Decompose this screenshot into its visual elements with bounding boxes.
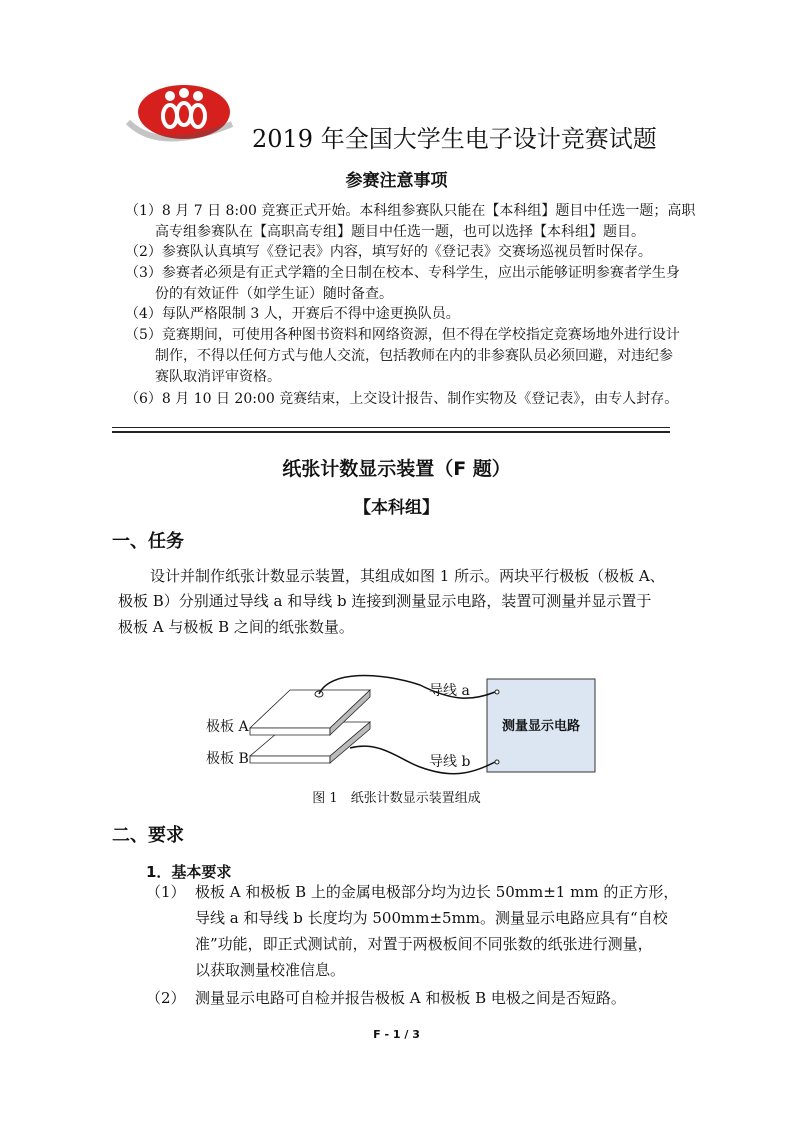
group-label: 【本科组】 — [354, 498, 439, 518]
subsection-heading: 1．基本要求 — [146, 863, 232, 881]
requirement-line: 以获取测量校准信息。 — [195, 961, 346, 979]
divider — [112, 427, 670, 428]
wire-b-label: 导线 b — [429, 754, 471, 770]
notice-line: （2）参赛队认真填写《登记表》内容，填写好的《登记表》交赛场巡视员暂时保存。 — [125, 244, 652, 260]
notice-line: 高专组参赛队在【高职高专组】题目中任选一题，也可以选择【本科组】题目。 — [155, 224, 645, 240]
page-title: 2019 年全国大学生电子设计竞赛试题 — [252, 125, 657, 153]
problem-title: 纸张计数显示装置（F 题） — [282, 458, 511, 480]
plate-a-label: 极板 A — [206, 719, 249, 735]
notice-line: 赛队取消评审资格。 — [155, 369, 281, 385]
requirement-line: 测量显示电路可自检并报告极板 A 和极板 B 电极之间是否短路。 — [195, 989, 626, 1007]
task-line: 极板 A 与极板 B 之间的纸张数量。 — [118, 618, 354, 636]
section-heading: 一、任务 — [112, 531, 184, 552]
notice-line: （5）竞赛期间，可使用各种图书资料和网络资源，但不得在学校指定竞赛场地外进行设计 — [125, 327, 680, 343]
wire-a-label: 导线 a — [429, 683, 470, 699]
requirement-line: 导线 a 和导线 b 长度均为 500mm±5mm。测量显示电路应具有“自校 — [195, 909, 668, 927]
notice-line: （1）8 月 7 日 8:00 竞赛正式开始。本科组参赛队只能在【本科组】题目中任选一题；高职 — [125, 203, 696, 219]
notice-line: （4）每队严格限制 3 人，开赛后不得中途更换队员。 — [125, 306, 460, 322]
notice-line: 份的有效证件（如学生证）随时备查。 — [155, 286, 393, 302]
item-number: （1） — [146, 883, 186, 901]
section-heading: 二、要求 — [112, 825, 184, 846]
figure-caption: 图 1 纸张计数显示装置组成 — [312, 791, 481, 806]
contest-logo — [120, 84, 240, 154]
notice-title: 参赛注意事项 — [345, 171, 448, 191]
plate-b-label: 极板 B — [206, 751, 249, 767]
circuit-label: 测量显示电路 — [501, 719, 580, 734]
requirement-line: 准”功能，即正式测试前，对置于两极板间不同张数的纸张进行测量， — [195, 935, 653, 953]
requirement-line: 极板 A 和极板 B 上的金属电极部分均为边长 50mm±1 mm 的正方形， — [195, 883, 679, 901]
page-number: F - 1 / 3 — [373, 1028, 420, 1041]
notice-line: （3）参赛者必须是有正式学籍的全日制在校本、专科学生，应出示能够证明参赛者学生身 — [125, 265, 680, 281]
item-number: （2） — [146, 989, 186, 1007]
task-line: 极板 B）分别通过导线 a 和导线 b 连接到测量显示电路，装置可测量并显示置于 — [118, 592, 652, 610]
notice-line: 制作，不得以任何方式与他人交流，包括教师在内的非参赛队员必须回避，对违纪参 — [155, 348, 673, 364]
notice-line: （6）8 月 10 日 20:00 竞赛结束，上交设计报告、制作实物及《登记表》，由专人封存。 — [125, 391, 679, 407]
task-line: 设计并制作纸张计数显示装置，其组成如图 1 所示。两块平行极板（极板 A、 — [150, 567, 665, 585]
divider — [112, 431, 670, 433]
